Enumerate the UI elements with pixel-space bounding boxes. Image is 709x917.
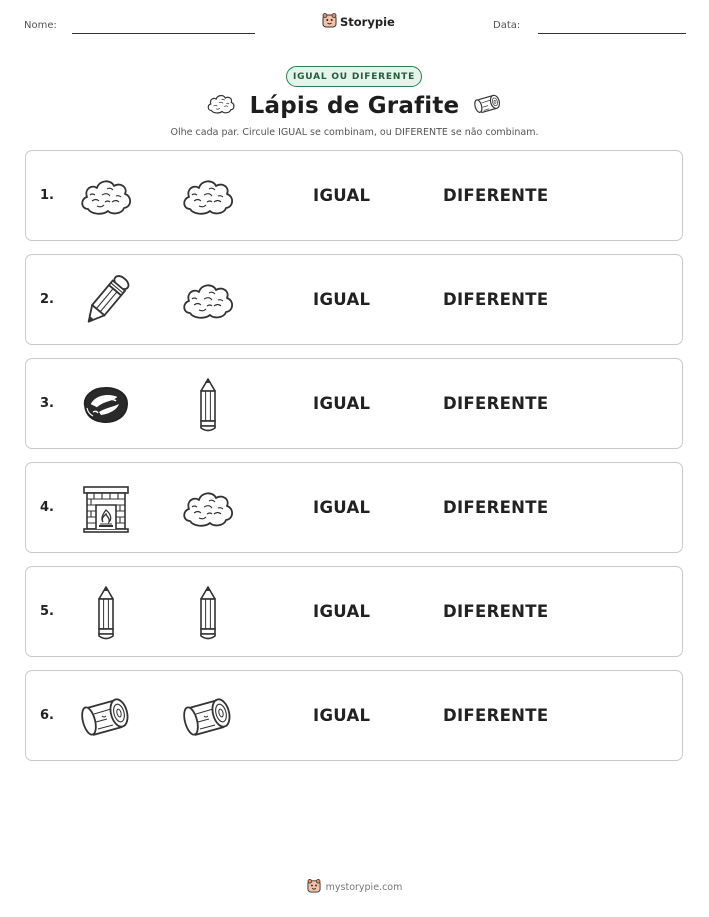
different-option[interactable]: DIFERENTE: [443, 186, 549, 205]
same-option[interactable]: IGUAL: [313, 394, 371, 413]
row-number: 5.: [40, 604, 54, 619]
row-number: 6.: [40, 708, 54, 723]
row-number: 1.: [40, 188, 54, 203]
footer: [0, 878, 709, 897]
same-option[interactable]: IGUAL: [313, 186, 371, 205]
same-option[interactable]: IGUAL: [313, 706, 371, 725]
row-number: 3.: [40, 396, 54, 411]
brand: [322, 12, 395, 32]
worksheet-type-badge: IGUAL OU DIFERENTE: [286, 66, 422, 87]
name-field[interactable]: [72, 33, 255, 34]
pair-row-1: [25, 150, 683, 241]
instructions: Olhe cada par. Circule IGUAL se combinam, ou DIFERENTE se não combinam.: [170, 127, 539, 138]
wood-log-icon: [180, 689, 236, 745]
different-option[interactable]: DIFERENTE: [443, 602, 549, 621]
pair-row-5: [25, 566, 683, 657]
graphite-cloud-icon: [180, 169, 236, 225]
different-option[interactable]: DIFERENTE: [443, 290, 549, 309]
pair-row-2: [25, 254, 683, 345]
pencil-icon: [78, 273, 134, 329]
wood-log-icon: [473, 92, 503, 120]
graphite-cloud-icon: [180, 481, 236, 537]
name-label: Nome:: [24, 20, 57, 31]
page-title: Lápis de Grafite: [249, 93, 460, 119]
wooden-pencil-icon: [78, 585, 134, 641]
same-option[interactable]: IGUAL: [313, 498, 371, 517]
graphite-cloud-icon: [180, 273, 236, 329]
row-number: 4.: [40, 500, 54, 515]
graphite-cloud-icon: [78, 169, 134, 225]
graphite-cloud-icon: [206, 92, 236, 120]
pair-row-3: [25, 358, 683, 449]
date-label: Data:: [493, 20, 521, 31]
wooden-pencil-icon: [180, 585, 236, 641]
title-row: [0, 92, 709, 120]
different-option[interactable]: DIFERENTE: [443, 394, 549, 413]
different-option[interactable]: DIFERENTE: [443, 498, 549, 517]
footer-url: mystorypie.com: [325, 882, 403, 893]
storypie-logo-icon: [307, 878, 321, 897]
pair-row-6: [25, 670, 683, 761]
row-number: 2.: [40, 292, 54, 307]
same-option[interactable]: IGUAL: [313, 290, 371, 309]
storypie-logo-icon: [322, 12, 337, 32]
wooden-pencil-icon: [180, 377, 236, 433]
pair-row-4: [25, 462, 683, 553]
wood-log-icon: [78, 689, 134, 745]
date-field[interactable]: [538, 33, 686, 34]
fireplace-icon: [78, 481, 134, 537]
different-option[interactable]: DIFERENTE: [443, 706, 549, 725]
graphite-rock-icon: [78, 377, 134, 433]
same-option[interactable]: IGUAL: [313, 602, 371, 621]
brand-name: Storypie: [340, 15, 395, 29]
